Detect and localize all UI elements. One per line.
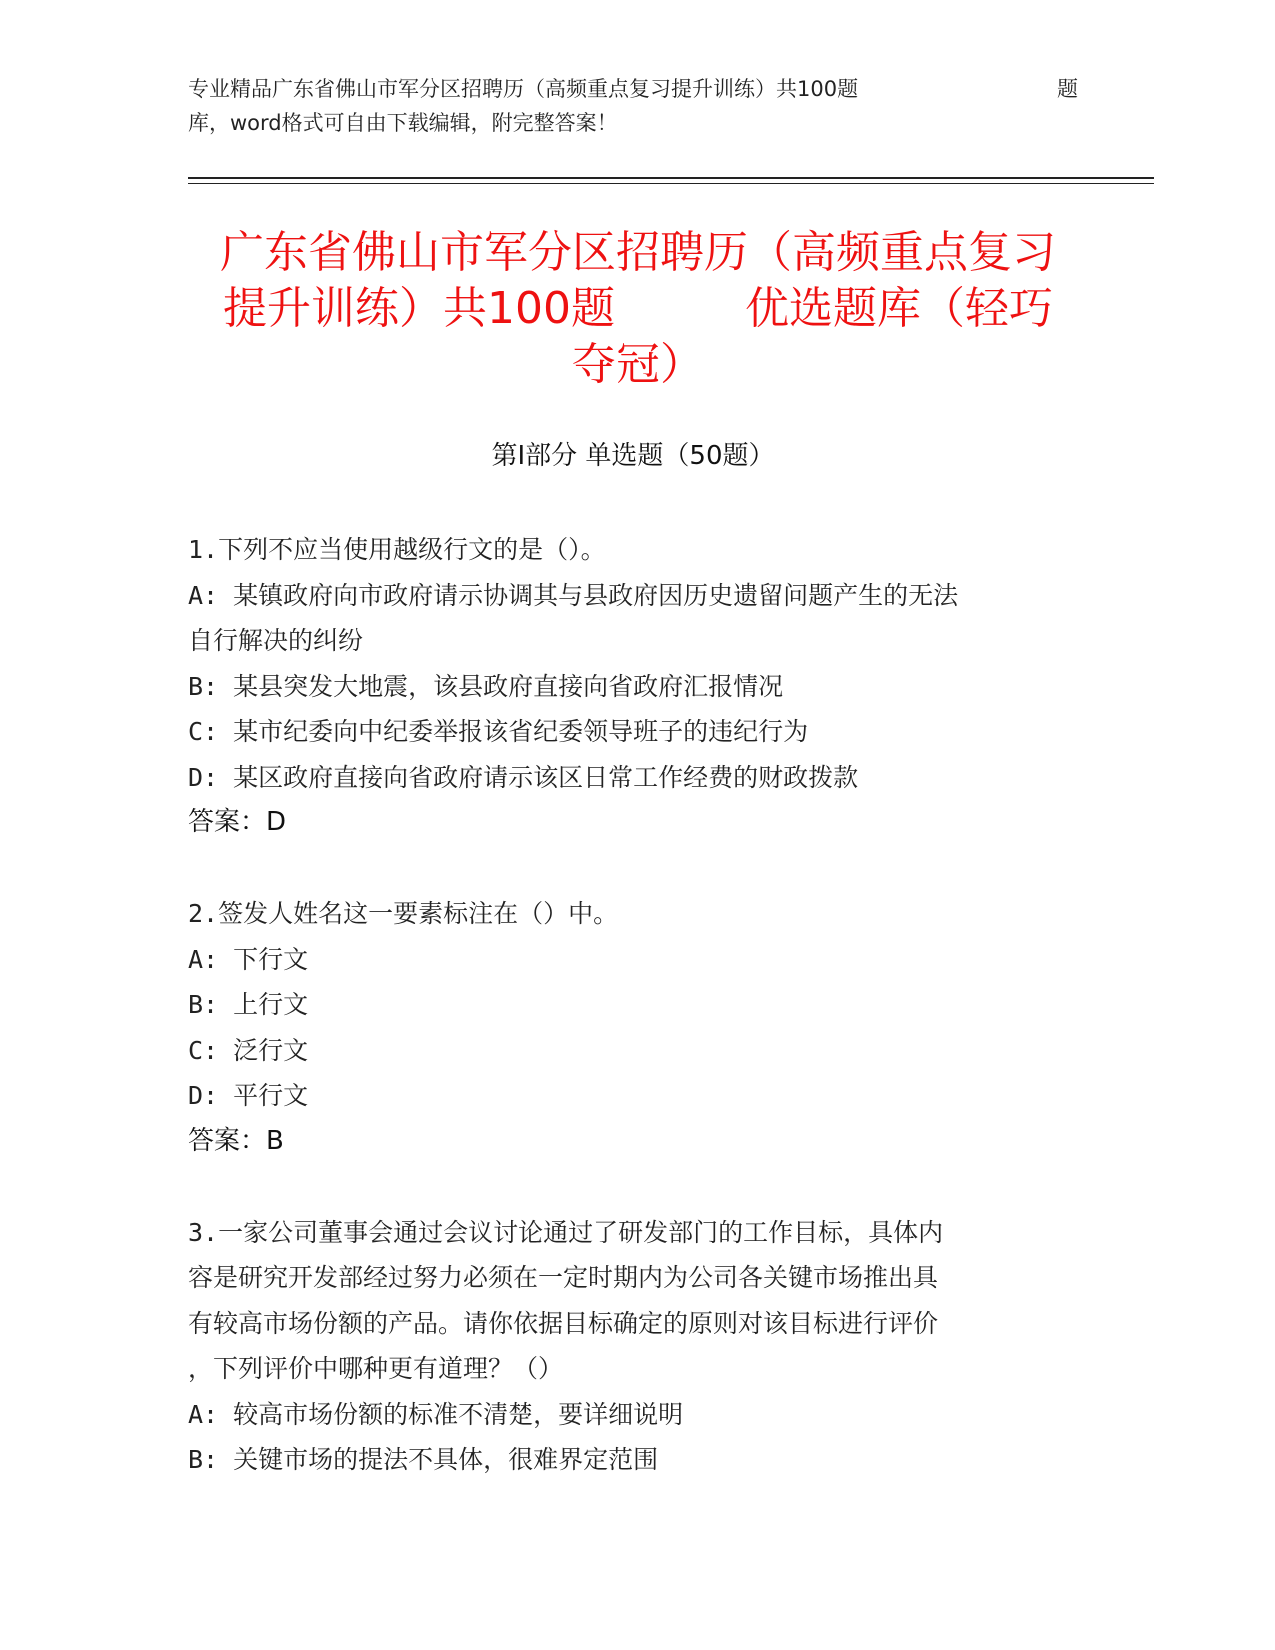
question-stem-line: 有较高市场份额的产品。请你依据目标确定的原则对该目标进行评价: [188, 1308, 939, 1338]
answer-label: 答案：: [188, 807, 267, 837]
answer-line: [188, 800, 1078, 846]
answer-value: B: [266, 1125, 284, 1156]
question-stem-line: 3.一家公司董事会通过会议讨论通过了研发部门的工作目标，具体内: [188, 1217, 944, 1247]
question-stem-line: 2.签发人姓名这一要素标注在（）中。: [188, 899, 619, 928]
question-stem-line: 容是研究开发部经过努力必须在一定时期内为公司各关键市场推出具: [188, 1263, 939, 1292]
option-d: D: 某区政府直接向省政府请示该区日常工作经费的财政拨款: [188, 762, 859, 792]
option-c: C: 某市纪委向中纪委举报该省纪委领导班子的违纪行为: [188, 717, 809, 746]
title-line-2: [188, 281, 1088, 337]
answer-line: [188, 1119, 1078, 1165]
question-1: [188, 527, 1078, 846]
header-line-2: 库，word格式可自由下载编辑，附完整答案！: [188, 111, 618, 135]
title-line-2-right: 优选题库（轻巧: [744, 283, 1053, 334]
page-header: [188, 72, 1078, 140]
title-line-2-left: 提升训练）共100题: [223, 283, 615, 334]
header-line-1-tail: 题: [1057, 77, 1078, 101]
option-b: B: 关键市场的提法不具体，很难界定范围: [188, 1445, 659, 1474]
question-list: [188, 527, 1078, 1528]
header-line-1: [188, 72, 1078, 106]
option-b: B: 上行文: [188, 990, 309, 1019]
header-line-1-text: 专业精品广东省佛山市军分区招聘历（高频重点复习提升训练）共100题: [188, 77, 859, 101]
document-title: [188, 225, 1088, 393]
header-divider-thick: [188, 177, 1154, 179]
question-2: [188, 891, 1078, 1164]
answer-label: 答案：: [188, 1125, 267, 1156]
option-a: A: 下行文: [188, 944, 309, 974]
option-a: A: 较高市场份额的标准不清楚，要详细说明: [188, 1399, 684, 1429]
answer-value: D: [266, 807, 287, 837]
title-line-3: 夺冠）: [572, 339, 704, 390]
option-d: D: 平行文: [188, 1081, 309, 1110]
title-line-1: 广东省佛山市军分区招聘历（高频重点复习: [220, 227, 1056, 278]
question-stem-line: ，下列评价中哪种更有道理？（）: [188, 1354, 564, 1383]
option-b: B: 某县突发大地震，该县政府直接向省政府汇报情况: [188, 671, 784, 701]
option-a-line-2: 自行解决的纠纷: [188, 626, 364, 655]
option-a-line-1: A: 某镇政府向市政府请示协调其与县政府因历史遗留问题产生的无法: [188, 580, 959, 610]
section-heading: 第Ⅰ部分 单选题（50题）: [491, 441, 775, 471]
question-3: [188, 1210, 1078, 1483]
header-divider-thin: [188, 183, 1154, 184]
option-c: C: 泛行文: [188, 1035, 309, 1065]
question-stem-line: 1.下列不应当使用越级行文的是（）。: [188, 535, 606, 564]
